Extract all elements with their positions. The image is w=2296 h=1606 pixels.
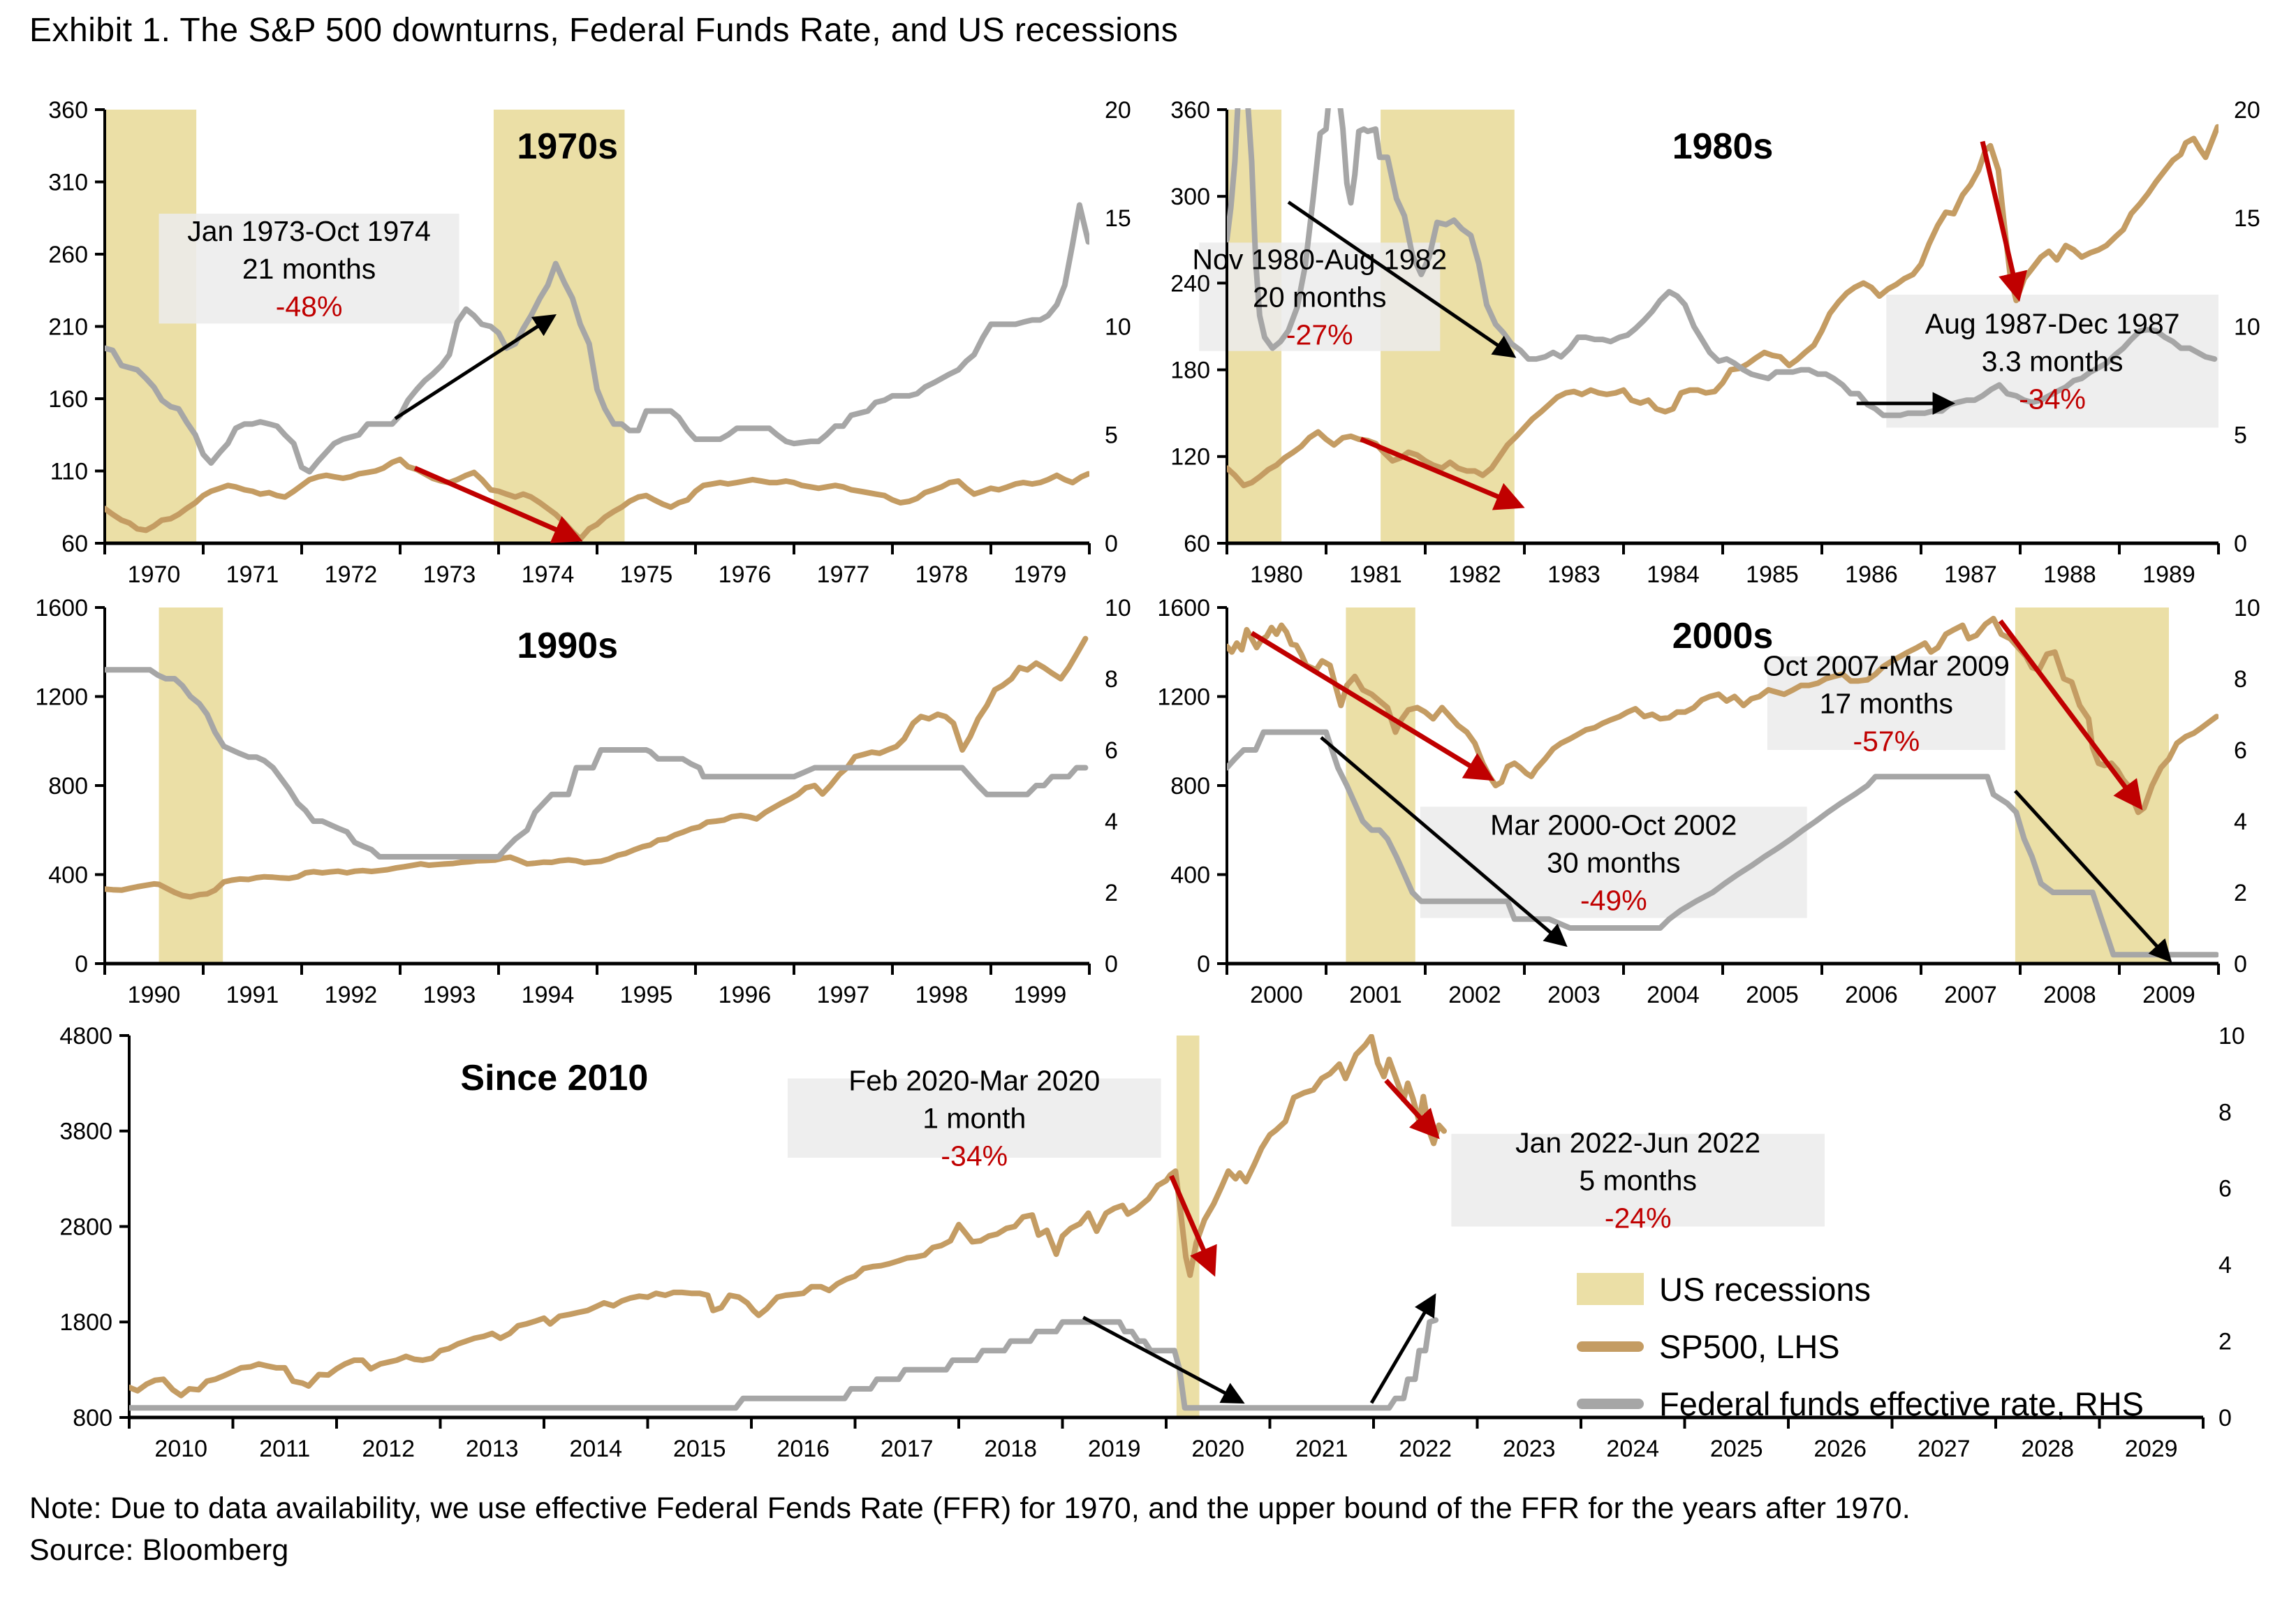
x-axis-tick-label: 1973	[422, 561, 476, 588]
left-axis-tick-label: 60	[1184, 530, 1210, 557]
left-axis-tick-label: 400	[1170, 862, 1210, 889]
left-axis-tick-label: 800	[73, 1404, 112, 1431]
x-axis-tick-label: 2013	[465, 1436, 519, 1462]
legend-label: Federal funds effective rate, RHS	[1659, 1385, 2144, 1422]
x-axis-tick-label: 2001	[1349, 982, 1402, 1008]
right-axis-tick-label: 2	[2218, 1328, 2232, 1355]
x-axis-tick-label: 2023	[1502, 1436, 1556, 1462]
left-axis-tick-label: 1200	[35, 684, 88, 711]
left-axis-tick-label: 800	[1170, 772, 1210, 800]
right-axis-tick-label: 6	[1105, 737, 1118, 764]
x-axis-tick-label: 1974	[521, 561, 575, 588]
x-axis-tick-label: 2009	[2142, 982, 2195, 1008]
x-axis-tick-label: 2005	[1746, 982, 1799, 1008]
x-axis-tick-label: 1986	[1845, 561, 1898, 588]
right-axis-tick-label: 2	[1105, 879, 1118, 906]
x-axis-tick-label: 1998	[915, 982, 969, 1008]
right-axis-tick-label: 20	[2234, 96, 2260, 124]
x-axis-tick-label: 2004	[1647, 982, 1700, 1008]
x-axis-tick-label: 1985	[1746, 561, 1799, 588]
right-axis-tick-label: 8	[2234, 665, 2247, 693]
right-axis-tick-label: 10	[2234, 594, 2260, 621]
x-axis-tick-label: 2016	[777, 1436, 830, 1462]
annotation-text: Jan 2022-Jun 2022	[1515, 1126, 1761, 1159]
x-axis-tick-label: 2011	[259, 1436, 311, 1462]
left-axis-tick-label: 3800	[59, 1118, 112, 1145]
x-axis-tick-label: 1989	[2142, 561, 2195, 588]
left-axis-tick-label: 2800	[59, 1214, 112, 1241]
x-axis-tick-label: 1980	[1250, 561, 1303, 588]
legend	[1577, 1265, 2144, 1427]
right-axis-tick-label: 2	[2234, 879, 2247, 906]
left-axis-tick-label: 260	[48, 241, 88, 268]
annotation-text: Aug 1987-Dec 1987	[1925, 307, 2180, 340]
x-axis-tick-label: 1983	[1547, 561, 1600, 588]
annotation-text: 20 months	[1253, 281, 1387, 314]
panel-title: 2000s	[1672, 616, 1774, 656]
legend-item-ffr	[1577, 1380, 2144, 1427]
left-axis-tick-label: 300	[1170, 184, 1210, 211]
x-axis-tick-label: 1988	[2043, 561, 2096, 588]
left-axis-tick-label: 110	[50, 458, 88, 485]
x-axis-tick-label: 1996	[718, 982, 772, 1008]
x-axis-tick-label: 1993	[422, 982, 476, 1008]
x-axis-tick-label: 2027	[1917, 1436, 1971, 1462]
left-axis-tick-label: 0	[75, 950, 88, 978]
x-axis-tick-label: 1982	[1448, 561, 1501, 588]
x-axis-tick-label: 2020	[1191, 1436, 1245, 1462]
panel-1970s	[48, 97, 1131, 588]
x-axis-tick-label: 2006	[1845, 982, 1898, 1008]
right-axis-tick-label: 4	[2234, 808, 2247, 835]
x-axis-tick-label: 2015	[672, 1436, 726, 1462]
legend-item-sp500	[1577, 1323, 2144, 1370]
sp500-line-swatch	[1577, 1341, 1644, 1352]
recession-swatch	[1577, 1273, 1644, 1305]
panel-title: 1990s	[517, 626, 619, 666]
x-axis-tick-label: 1991	[226, 982, 279, 1008]
annotation-decline-pct: -49%	[1580, 884, 1647, 917]
right-axis-tick-label: 0	[2218, 1404, 2232, 1431]
right-axis-tick-label: 10	[2234, 314, 2260, 341]
x-axis-tick-label: 2000	[1250, 982, 1303, 1008]
legend-label: US recessions	[1659, 1270, 1871, 1308]
annotation-text: 30 months	[1547, 846, 1681, 879]
panel-title: 1970s	[517, 126, 619, 167]
panel-1990s	[35, 595, 1131, 1008]
annotation-text: 21 months	[242, 253, 376, 286]
left-axis-tick-label: 1200	[1157, 684, 1210, 711]
x-axis-tick-label: 2029	[2124, 1436, 2178, 1462]
sp500-line	[129, 1036, 1444, 1395]
left-axis-tick-label: 180	[1170, 357, 1210, 384]
x-axis-tick-label: 1971	[226, 561, 279, 588]
annotation-text: Jan 1973-Oct 1974	[187, 215, 431, 248]
x-axis-tick-label: 1992	[324, 982, 378, 1008]
note-text: Note: Due to data availability, we use effective Federal Fends Rate (FFR) for 1970, and the upper bound of the FFR for the years after 1970.	[29, 1491, 1911, 1525]
panel-title: Since 2010	[460, 1058, 649, 1098]
x-axis-tick-label: 2025	[1709, 1436, 1763, 1462]
annotation-decline-pct: -34%	[2019, 383, 2087, 415]
right-axis-tick-label: 15	[1105, 205, 1131, 233]
right-axis-tick-label: 0	[2234, 530, 2247, 557]
right-axis-tick-label: 15	[2234, 205, 2260, 233]
x-axis-tick-label: 2002	[1448, 982, 1501, 1008]
x-axis-tick-label: 2014	[569, 1436, 623, 1462]
x-axis-tick-label: 1999	[1013, 982, 1067, 1008]
annotation-text: 17 months	[1819, 687, 1954, 720]
trend-arrow-black	[1083, 1318, 1241, 1401]
right-axis-tick-label: 10	[2218, 1022, 2245, 1049]
left-axis-tick-label: 1800	[59, 1309, 112, 1336]
x-axis-tick-label: 1994	[521, 982, 575, 1008]
left-axis-tick-label: 360	[1170, 96, 1210, 124]
right-axis-tick-label: 20	[1105, 96, 1131, 124]
legend-label: SP500, LHS	[1659, 1327, 1840, 1365]
source-text: Source: Bloomberg	[29, 1533, 289, 1567]
recession-band	[2015, 607, 2169, 964]
right-axis-tick-label: 10	[1105, 314, 1131, 341]
panel-1980s	[1170, 88, 2260, 588]
x-axis-tick-label: 1977	[816, 561, 870, 588]
right-axis-tick-label: 6	[2218, 1175, 2232, 1202]
annotation-decline-pct: -24%	[1604, 1202, 1672, 1235]
annotation-text: Mar 2000-Oct 2002	[1490, 809, 1737, 841]
left-axis-tick-label: 1600	[35, 594, 88, 621]
x-axis-tick-label: 2018	[984, 1436, 1038, 1462]
x-axis-tick-label: 1984	[1647, 561, 1700, 588]
ffr-line-swatch	[1577, 1399, 1644, 1409]
recession-band	[1346, 607, 1415, 964]
right-axis-tick-label: 8	[2218, 1099, 2232, 1126]
left-axis-tick-label: 1600	[1157, 594, 1210, 621]
right-axis-tick-label: 0	[1105, 530, 1118, 557]
left-axis-tick-label: 160	[48, 385, 88, 413]
x-axis-tick-label: 2021	[1295, 1436, 1348, 1462]
right-axis-tick-label: 4	[1105, 808, 1118, 835]
annotation-decline-pct: -48%	[275, 290, 343, 323]
x-axis-tick-label: 1978	[915, 561, 969, 588]
left-axis-tick-label: 800	[48, 772, 88, 800]
right-axis-tick-label: 4	[2218, 1252, 2232, 1279]
x-axis-tick-label: 1997	[816, 982, 870, 1008]
x-axis-tick-label: 2012	[362, 1436, 415, 1462]
left-axis-tick-label: 400	[48, 862, 88, 889]
right-axis-tick-label: 8	[1105, 665, 1118, 693]
annotation-text: Feb 2020-Mar 2020	[848, 1064, 1101, 1097]
legend-item-recessions	[1577, 1265, 2144, 1313]
right-axis-tick-label: 0	[1105, 950, 1118, 978]
right-axis-tick-label: 10	[1105, 594, 1131, 621]
annotation-decline-pct: -27%	[1286, 318, 1353, 351]
x-axis-tick-label: 2028	[2021, 1436, 2075, 1462]
left-axis-tick-label: 210	[48, 314, 88, 341]
annotation-decline-pct: -57%	[1853, 725, 1920, 758]
x-axis-tick-label: 1981	[1349, 561, 1402, 588]
recession-band	[159, 607, 223, 964]
annotation-text: Oct 2007-Mar 2009	[1763, 649, 2010, 682]
ffr-line	[129, 1320, 1436, 1408]
x-axis-tick-label: 2008	[2043, 982, 2096, 1008]
x-axis-tick-label: 1976	[718, 561, 772, 588]
left-axis-tick-label: 240	[1170, 270, 1210, 297]
x-axis-tick-label: 1972	[324, 561, 378, 588]
x-axis-tick-label: 1987	[1944, 561, 1997, 588]
annotation-text: 1 month	[922, 1102, 1026, 1135]
left-axis-tick-label: 0	[1197, 950, 1210, 978]
decline-arrow-red	[1982, 142, 2018, 296]
right-axis-tick-label: 5	[1105, 422, 1118, 449]
x-axis-tick-label: 2017	[880, 1436, 934, 1462]
x-axis-tick-label: 2022	[1399, 1436, 1452, 1462]
x-axis-tick-label: 1970	[127, 561, 181, 588]
left-axis-tick-label: 310	[48, 169, 88, 196]
x-axis-tick-label: 1995	[619, 982, 673, 1008]
panel-title: 1980s	[1672, 126, 1774, 167]
x-axis-tick-label: 1990	[127, 982, 181, 1008]
right-axis-tick-label: 0	[2234, 950, 2247, 978]
x-axis-tick-label: 2026	[1813, 1436, 1867, 1462]
right-axis-tick-label: 5	[2234, 422, 2247, 449]
annotation-text: 5 months	[1579, 1164, 1698, 1197]
left-axis-tick-label: 60	[61, 530, 88, 557]
x-axis-tick-label: 1975	[619, 561, 673, 588]
left-axis-tick-label: 360	[48, 96, 88, 124]
recession-band	[494, 110, 625, 543]
left-axis-tick-label: 120	[1170, 443, 1210, 471]
left-axis-tick-label: 4800	[59, 1022, 112, 1049]
panel-2000s	[1157, 595, 2260, 1008]
ffr-line	[105, 670, 1085, 857]
x-axis-tick-label: 2019	[1087, 1436, 1141, 1462]
recession-band	[105, 110, 196, 543]
x-axis-tick-label: 2010	[154, 1436, 208, 1462]
x-axis-tick-label: 2007	[1944, 982, 1997, 1008]
annotation-text: Nov 1980-Aug 1982	[1192, 243, 1448, 276]
annotation-decline-pct: -34%	[941, 1140, 1008, 1172]
x-axis-tick-label: 1979	[1013, 561, 1067, 588]
right-axis-tick-label: 6	[2234, 737, 2247, 764]
annotation-text: 3.3 months	[1981, 345, 2124, 378]
x-axis-tick-label: 2003	[1547, 982, 1600, 1008]
x-axis-tick-label: 2024	[1606, 1436, 1660, 1462]
page-title: Exhibit 1. The S&P 500 downturns, Federal Funds Rate, and US recessions	[29, 12, 1179, 49]
